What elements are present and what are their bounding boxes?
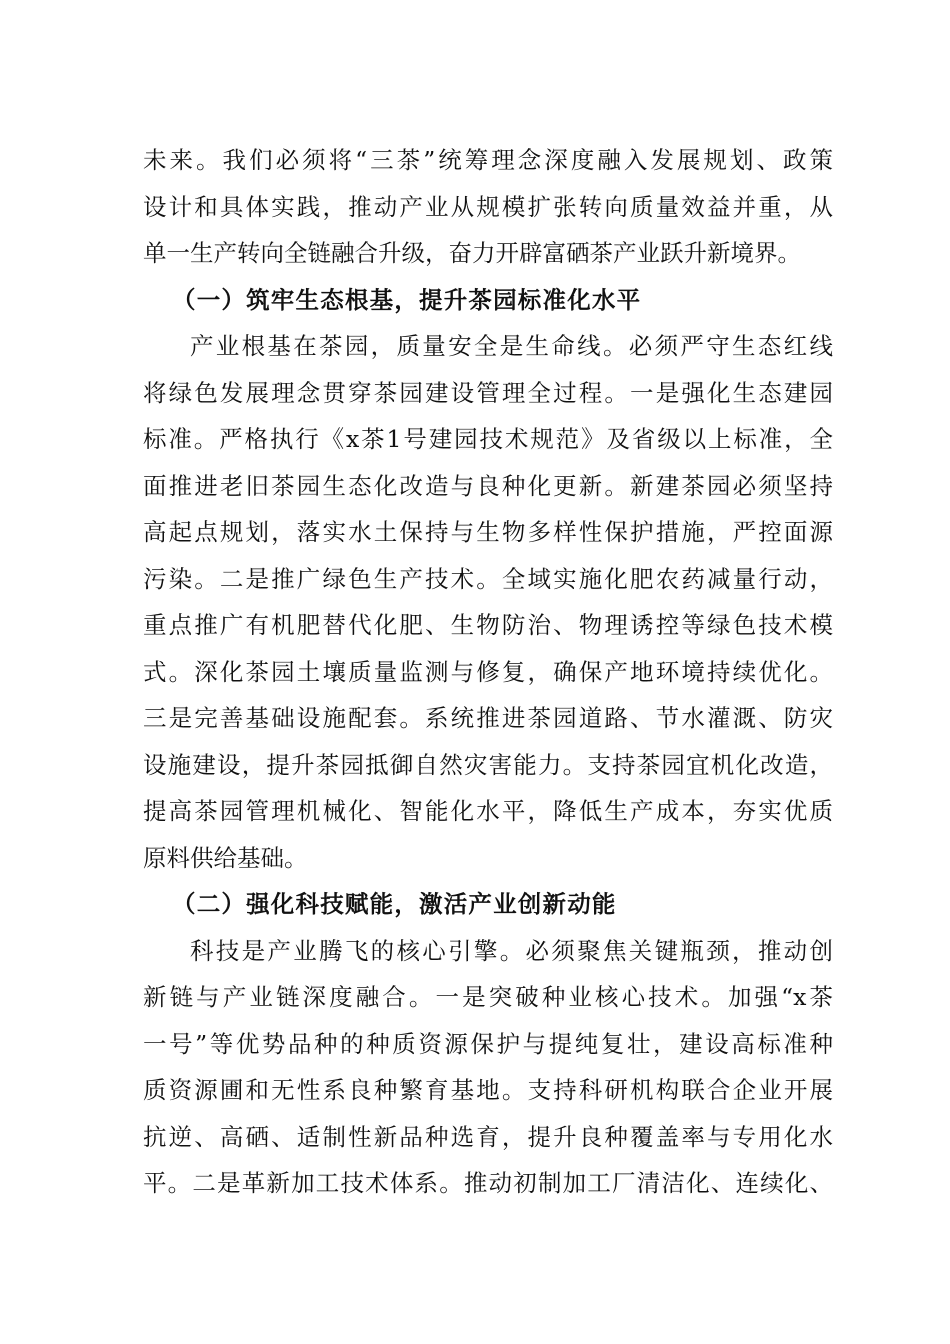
body-line: 提高茶园管理机械化、智能化水平，降低生产成本，夯实优质 (143, 797, 833, 825)
body-line: 将绿色发展理念贯穿茶园建设管理全过程。一是强化生态建园 (143, 379, 833, 407)
body-line: 平。二是革新加工技术体系。推动初制加工厂清洁化、连续化、 (143, 1169, 833, 1197)
section-heading-2: （二）强化科技赋能，激活产业创新动能 (172, 890, 617, 918)
body-line: 设施建设，提升茶园抵御自然灾害能力。支持茶园宜机化改造， (143, 751, 833, 779)
body-line: 三是完善基础设施配套。系统推进茶园道路、节水灌溉、防灾 (143, 704, 833, 732)
intro-line: 单一生产转向全链融合升级，奋力开辟富硒茶产业跃升新境界。 (143, 239, 801, 267)
body-line: 质资源圃和无性系良种繁育基地。支持科研机构联合企业开展 (143, 1076, 833, 1104)
body-line: 污染。二是推广绿色生产技术。全域实施化肥农药减量行动， (143, 565, 833, 593)
body-line: 式。深化茶园土壤质量监测与修复，确保产地环境持续优化。 (143, 658, 833, 686)
intro-line: 设计和具体实践，推动产业从规模扩张转向质量效益并重，从 (143, 193, 833, 221)
body-line: 面推进老旧茶园生态化改造与良种化更新。新建茶园必须坚持 (143, 472, 833, 500)
body-line: 一号”等优势品种的种质资源保护与提纯复壮，建设高标准种 (143, 1030, 833, 1058)
body-line: 抗逆、高硒、适制性新品种选育，提升良种覆盖率与专用化水 (143, 1123, 833, 1151)
body-line: 原料供给基础。 (143, 844, 308, 872)
body-line: 科技是产业腾飞的核心引擎。必须聚焦关键瓶颈，推动创 (190, 937, 833, 965)
intro-line: 未来。我们必须将“三茶”统筹理念深度融入发展规划、政策 (143, 146, 833, 174)
section-heading-1: （一）筑牢生态根基，提升茶园标准化水平 (172, 286, 642, 314)
body-line: 新链与产业链深度融合。一是突破种业核心技术。加强“x茶 (143, 983, 833, 1011)
body-line: 高起点规划，落实水土保持与生物多样性保护措施，严控面源 (143, 518, 833, 546)
body-line: 产业根基在茶园，质量安全是生命线。必须严守生态红线 (190, 332, 833, 360)
body-line: 重点推广有机肥替代化肥、生物防治、物理诱控等绿色技术模 (143, 611, 833, 639)
body-line: 标准。严格执行《x茶1号建园技术规范》及省级以上标准，全 (143, 425, 833, 453)
